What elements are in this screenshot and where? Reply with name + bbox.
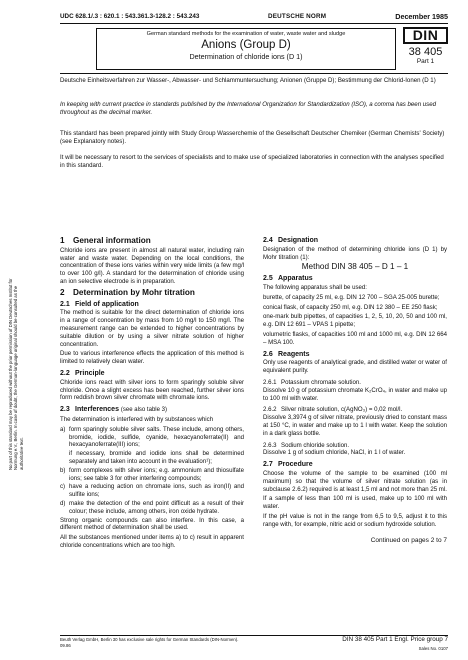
title-determination: Determination of chloride ions (D 1) (189, 52, 303, 61)
apparatus-pipettes: one-mark bulb pipettes, of capacities 1, 2, 5, 10, 20, 50 and 100 ml, e.g. DIN 12 691 – VPAS 1 pipette; (263, 313, 447, 329)
list-item-a: a) form sparingly soluble silver salts. These include, among others, bromide, iodide, sulfide, cyanide, hexacyanoferrate(II) and hexacyanoferrate(III) ions; (60, 425, 244, 449)
din-part: Part 1 (416, 58, 435, 65)
section-2-1-text-2: Due to various interference effects the application of this method is limited to relatively clean water. (60, 350, 244, 366)
section-2-6-1-text: Dissolve 10 g of potassium chromate K₂CrO₄, in water and make up to 100 ml with water. (263, 386, 447, 402)
section-2-2-heading: 2.2 Principle (60, 369, 105, 377)
list-item-b: b) form complexes with silver ions; e.g. ammonium and thiosulfate ions; see table 3 for other interfering compounds; (60, 466, 244, 482)
section-2-2-text: Chloride ions react with silver ions to form sparingly soluble silver chloride. Once a slight excess has been reached, further silver ions form reddish brown silver chromate with chromate ions. (60, 378, 244, 402)
substances-note: All the substances mentioned under items a) to c) result in apparent chloride concentrations which are too high. (60, 534, 244, 549)
section-2-6-1-heading: 2.6.1 Potassium chromate solution. (263, 378, 361, 386)
udc-code: UDC 628.1/.3 : 620.1 : 543.361.3-128.2 : 543.243 (60, 13, 200, 20)
title-subtitle: German standard methods for the examination of water, waste water and sludge (146, 31, 346, 37)
publication-code: 09.86 (60, 642, 71, 648)
section-1-text: Chloride ions are present in almost all natural water, including rain water and waste water. Depending on the local conditions, the concentration of these ions varies within very wide limits (a few mg/l to over 100 g/l). A standard for the determination of chloride using an ion selective electrode is in preparation. (60, 246, 244, 285)
section-2-6-2-heading: 2.6.2 Silver nitrate solution, c(AgNO₃) = 0,02 mol/l. (263, 406, 403, 414)
section-2-7-text-2: If a sample of less than 100 ml is used, make up to 100 ml with water. (263, 495, 447, 511)
title-box (96, 28, 396, 70)
publication-date: December 1985 (395, 12, 448, 21)
apparatus-volumetric: volumetric flasks, of capacities 100 ml and 1000 ml, e.g. DIN 12 664 – MSA 100. (263, 330, 447, 346)
section-2-4-text: Designation of the method of determining chloride ions (D 1) by Mohr titration (1): (263, 245, 447, 261)
list-item-d: d) make the detection of the end point difficult as a result of their colour; these include, among others, iron oxide hydrate. (60, 499, 244, 515)
right-column (263, 234, 447, 544)
header-rule (60, 23, 448, 24)
section-2-6-heading: 2.6 Reagents (263, 350, 310, 358)
continued-note: Continued on pages 2 to 7 (370, 536, 447, 544)
section-2-3-text: The determination is interfered with by substances which (60, 415, 214, 423)
section-2-1-text: The method is suitable for the direct determination of chloride ions in a range of concentration by mass from 10 mg/l to 150 mg/l. The measurement range can be extended to higher concentrations by suitable dilution or by using a silver nitrate solution of higher concentration. (60, 309, 244, 348)
german-title: Deutsche Einheitsverfahren zur Wasser-, Abwasser- und Schlammuntersuchung; Anionen (Gruppe D); Bestimmung der Chlorid-Ionen (D 1) (60, 77, 436, 84)
list-item-c: c) have a reducing action on chromate ions, such as iron(II) and sulfite ions; (60, 483, 244, 499)
din-logo: DIN (403, 27, 448, 44)
list-item-a-note: if necessary, bromide and iodide ions shall be determined separately and taken into account in the evaluation¹); (69, 450, 244, 465)
footer-reference: DIN 38 405 Part 1 Engl. Price group 7 (342, 636, 448, 643)
section-2-7-text: Choose the volume of the sample to be examined (100 ml maximum) so that the volume of silver nitrate solution (as in subclause 2.6.2) required is at least 1,5 ml and not more than 25 ml. (263, 469, 447, 493)
title-main: Anions (Group D) (201, 39, 291, 51)
section-2-6-3-heading: 2.6.3 Sodium chloride solution. (263, 441, 350, 449)
services-note: It will be necessary to resort to the services of specialists and to make use of specialized laboratories in connection with the analyses specified in this standard. (60, 154, 444, 169)
section-2-heading: 2 Determination by Mohr titration (60, 287, 195, 297)
left-column (60, 234, 244, 552)
din-number: 38 405 (408, 46, 443, 58)
footer-publisher (60, 637, 260, 648)
section-1-heading: 1 General information (60, 236, 151, 245)
section-2-7-heading: 2.7 Procedure (263, 461, 313, 469)
apparatus-burette: burette, of capacity 25 ml, e.g. DIN 12 700 – SGA 25-005 burette; (263, 293, 440, 301)
apparatus-flask: conical flask, of capacity 250 ml, e.g. DIN 12 380 – EE 250 flask; (263, 303, 438, 311)
section-2-4-heading: 2.4 Designation (263, 237, 319, 244)
method-designation: Method DIN 38 405 – D 1 – 1 (301, 262, 409, 272)
section-2-6-text: Only use reagents of analytical grade, and distilled water or water of equivalent purity. (263, 359, 447, 375)
section-2-5-text: The following apparatus shall be used: (263, 283, 367, 291)
prepared-note: This standard has been prepared jointly with Study Group Wasserchemie of the Gesellschaft Deutscher Chemiker (German Chemists' Society) (see Explanatory notes). (60, 130, 445, 145)
section-2-5-heading: 2.5 Apparatus (263, 275, 313, 283)
iso-note: In keeping with current practice in standards published by the International Organization for Standardization (ISO), a comma has been used throughout as the decimal marker. (60, 101, 436, 116)
section-2-6-3-text: Dissolve 1 g of sodium chloride, NaCl, in 1 l of water. (263, 449, 406, 457)
section-2-3-heading: 2.3 Interferences (see also table 3) (60, 406, 167, 414)
section-2-6-2-text: Dissolve 3,3974 g of silver nitrate, previously dried to constant mass at 150 °C, in water and make up to 1 l with water. Keep the solution in a dark glass bottle. (263, 414, 447, 437)
section-2-1-heading: 2.1 Field of application (60, 300, 139, 308)
sales-number: Sales No. 0107 (418, 646, 448, 651)
section-2-7-text-3: If the pH value is not in the range from 6,5 to 9,5, adjust it to this range with, for example, nitric acid or sodium hydroxide solution. (263, 512, 447, 528)
copyright-sidenote: No part of this standard may be reproduced without the prior permission of DIN Deutsches Institut für Normung e.V., Berlin. In case of doubt, the German-language original should be consulted as the authoritative text. (8, 278, 24, 470)
organic-note: Strong organic compounds can also interfere. In this case, a different method of determination shall be used. (60, 516, 244, 532)
norm-label: DEUTSCHE NORM (268, 13, 327, 20)
header-line (60, 13, 448, 23)
publisher-text: Beuth Verlag GmbH, Berlin 30 has exclusive sale rights for German Standards (DIN-Normen). (60, 637, 239, 642)
title-rule (60, 73, 448, 74)
din-designation (403, 27, 448, 65)
